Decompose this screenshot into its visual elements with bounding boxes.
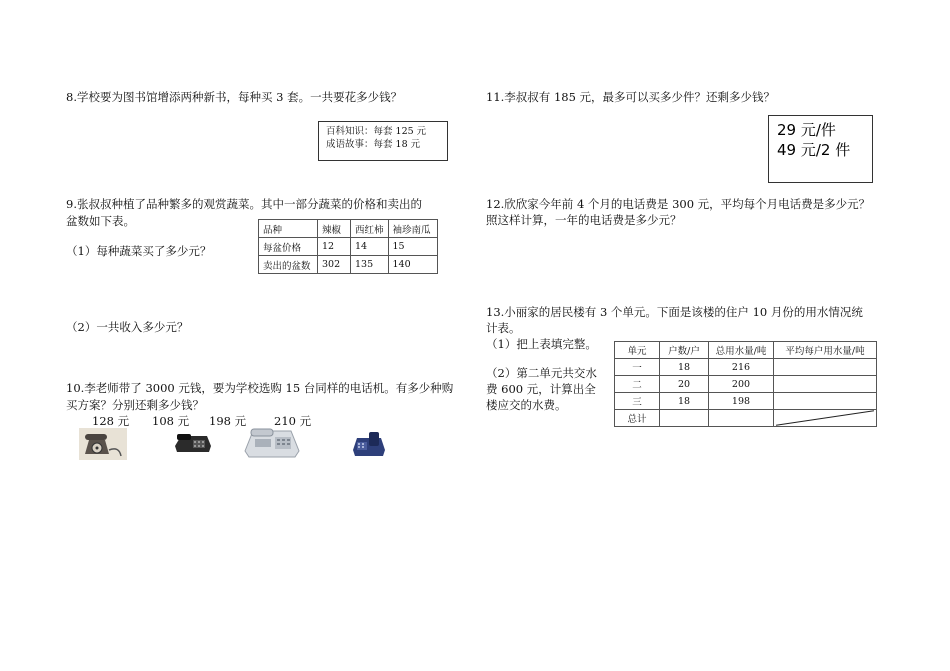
table-cell: 一 bbox=[615, 359, 660, 376]
table-cell: 袖珍南瓜 bbox=[388, 220, 437, 238]
q13-line-1: 13.小丽家的居民楼有 3 个单元。下面是该楼的住户 10 月份的用水情况统 bbox=[486, 305, 863, 319]
q13-sub-1: （1）把上表填完整。 bbox=[486, 337, 597, 351]
desk-phone-icon bbox=[173, 432, 213, 456]
table-cell: 18 bbox=[660, 359, 709, 376]
table-cell: 单元 bbox=[615, 342, 660, 359]
phone-price-2: 108 元 bbox=[152, 414, 190, 428]
table-cell: 200 bbox=[709, 376, 774, 393]
table-cell: 总用水量/吨 bbox=[709, 342, 774, 359]
table-cell: 302 bbox=[318, 256, 351, 274]
rotary-phone-icon bbox=[79, 428, 127, 460]
table-cell: 135 bbox=[351, 256, 389, 274]
table-row bbox=[259, 256, 438, 274]
q8-book-1: 百科知识：每套 125 元 bbox=[326, 126, 427, 137]
table-cell: 卖出的盆数 bbox=[259, 256, 318, 274]
phone-price-3: 198 元 bbox=[209, 414, 247, 428]
table-cell: 每盆价格 bbox=[259, 238, 318, 256]
q10-line-1: 10.李老师带了 3000 元钱，要为学校选购 15 台同样的电话机。有多少种购 bbox=[66, 381, 454, 395]
table-cell: 12 bbox=[318, 238, 351, 256]
table-row bbox=[615, 342, 877, 359]
table-row bbox=[615, 376, 877, 393]
q8-price-box bbox=[318, 121, 448, 161]
table-row bbox=[615, 359, 877, 376]
q9-line-2: 盆数如下表。 bbox=[66, 214, 135, 228]
table-cell: 140 bbox=[388, 256, 437, 274]
diagonal-slash bbox=[774, 410, 876, 426]
q12-line-2: 照这样计算，一年的电话费是多少元？ bbox=[486, 213, 682, 227]
table-cell: 15 bbox=[388, 238, 437, 256]
q13-sub-2-line-1: （2）第二单元共交水 bbox=[486, 366, 597, 380]
q13-sub-2-line-2: 费 600 元，计算出全 bbox=[486, 382, 596, 396]
table-row bbox=[615, 393, 877, 410]
q12-line-1: 12.欣欣家今年前 4 个月的电话费是 300 元，平均每个月电话费是多少元？ bbox=[486, 197, 871, 211]
table-cell: 216 bbox=[709, 359, 774, 376]
q13-sub-2-line-3: 楼应交的水费。 bbox=[486, 398, 567, 412]
table-cell: 20 bbox=[660, 376, 709, 393]
table-cell: 辣椒 bbox=[318, 220, 351, 238]
table-cell: 198 bbox=[709, 393, 774, 410]
q11-text: 11.李叔叔有 185 元，最多可以买多少件？还剩多少钱？ bbox=[486, 90, 776, 104]
table-cell: 14 bbox=[351, 238, 389, 256]
table-cell: 总计 bbox=[615, 410, 660, 427]
table-row bbox=[259, 238, 438, 256]
table-cell bbox=[774, 359, 877, 376]
q9-line-1: 9.张叔叔种植了品种繁多的观赏蔬菜。其中一部分蔬菜的价格和卖出的 bbox=[66, 197, 422, 211]
table-cell: 品种 bbox=[259, 220, 318, 238]
table-cell: 平均每户用水量/吨 bbox=[774, 342, 877, 359]
phone-price-1: 128 元 bbox=[92, 414, 130, 428]
table-cell: 18 bbox=[660, 393, 709, 410]
table-cell: 西红柿 bbox=[351, 220, 389, 238]
table-cell bbox=[774, 393, 877, 410]
q9-sub-2: （2）一共收入多少元？ bbox=[66, 320, 189, 334]
table-cell: 二 bbox=[615, 376, 660, 393]
q11-price-box bbox=[768, 115, 873, 183]
table-cell bbox=[660, 410, 709, 427]
table-row bbox=[259, 220, 438, 238]
q11-price-2: 49 元/2 件 bbox=[777, 141, 851, 159]
q11-price-1: 29 元/件 bbox=[777, 121, 836, 139]
q13-water-table bbox=[614, 341, 877, 427]
q13-line-2: 计表。 bbox=[486, 321, 521, 335]
phone-price-4: 210 元 bbox=[274, 414, 312, 428]
q9-vegetable-table bbox=[258, 219, 438, 274]
table-cell: 三 bbox=[615, 393, 660, 410]
table-row bbox=[615, 410, 877, 427]
table-cell bbox=[709, 410, 774, 427]
table-cell: 户数/户 bbox=[660, 342, 709, 359]
q8-text: 8.学校要为图书馆增添两种新书，每种买 3 套。一共要花多少钱？ bbox=[66, 90, 403, 104]
table-cell bbox=[774, 376, 877, 393]
total-average-cell bbox=[774, 410, 877, 427]
blue-phone-icon bbox=[351, 430, 387, 458]
q10-line-2: 买方案？分别还剩多少钱？ bbox=[66, 398, 204, 412]
office-phone-icon bbox=[241, 425, 301, 459]
q9-sub-1: （1）每种蔬菜买了多少元？ bbox=[66, 244, 212, 258]
q8-book-2: 成语故事：每套 18 元 bbox=[326, 139, 421, 150]
